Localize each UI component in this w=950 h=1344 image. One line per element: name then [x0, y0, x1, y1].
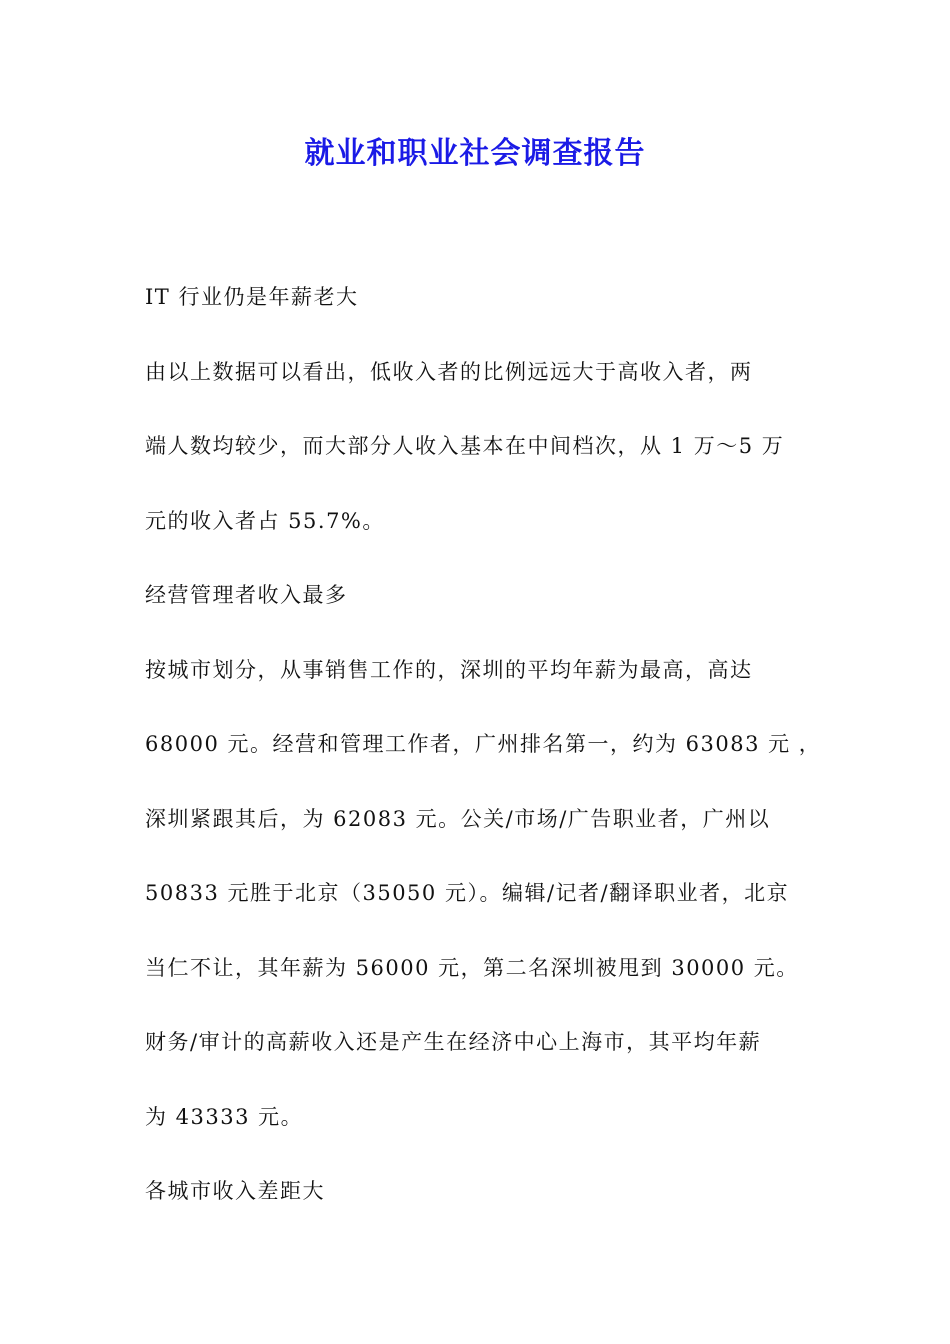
text-line: 按城市划分，从事销售工作的，深圳的平均年薪为最高，高达 — [145, 657, 753, 682]
text-line: 财务/审计的高薪收入还是产生在经济中心上海市，其平均年薪 — [145, 1030, 762, 1054]
text-line: 为 43333 元。 — [145, 1104, 304, 1129]
text-line: 经营管理者收入最多 — [145, 583, 348, 607]
text-line: 当仁不让，其年薪为 56000 元，第二名深圳被甩到 30000 元。 — [145, 955, 799, 980]
paragraph-city-salaries — [145, 633, 822, 1155]
section-heading-it-salary — [145, 260, 815, 335]
text-line: 端人数均较少，而大部分人收入基本在中间档次，从 1 万～5 万 — [145, 434, 785, 458]
text-line: 68000 元。经营和管理工作者，广州排名第一，约为 63083 元 ， — [145, 732, 822, 756]
text-line: 由以上数据可以看出，低收入者的比例远远大于高收入者，两 — [145, 359, 753, 384]
document-body — [145, 260, 822, 1229]
text-line: IT 行业仍是年薪老大 — [145, 285, 359, 309]
text-line: 50833 元胜于北京（35050 元）。编辑/记者/翻译职业者，北京 — [145, 881, 790, 905]
paragraph-income-distribution — [145, 335, 815, 559]
document-title: 就业和职业社会调查报告 — [304, 136, 646, 171]
text-line: 深圳紧跟其后，为 62083 元。公关/市场/广告职业者，广州以 — [145, 806, 771, 831]
text-line: 各城市收入差距大 — [145, 1179, 325, 1203]
section-heading-city-income-gap — [145, 1154, 815, 1229]
section-heading-management-income — [145, 558, 815, 633]
text-line: 元的收入者占 55.7%。 — [145, 508, 385, 533]
